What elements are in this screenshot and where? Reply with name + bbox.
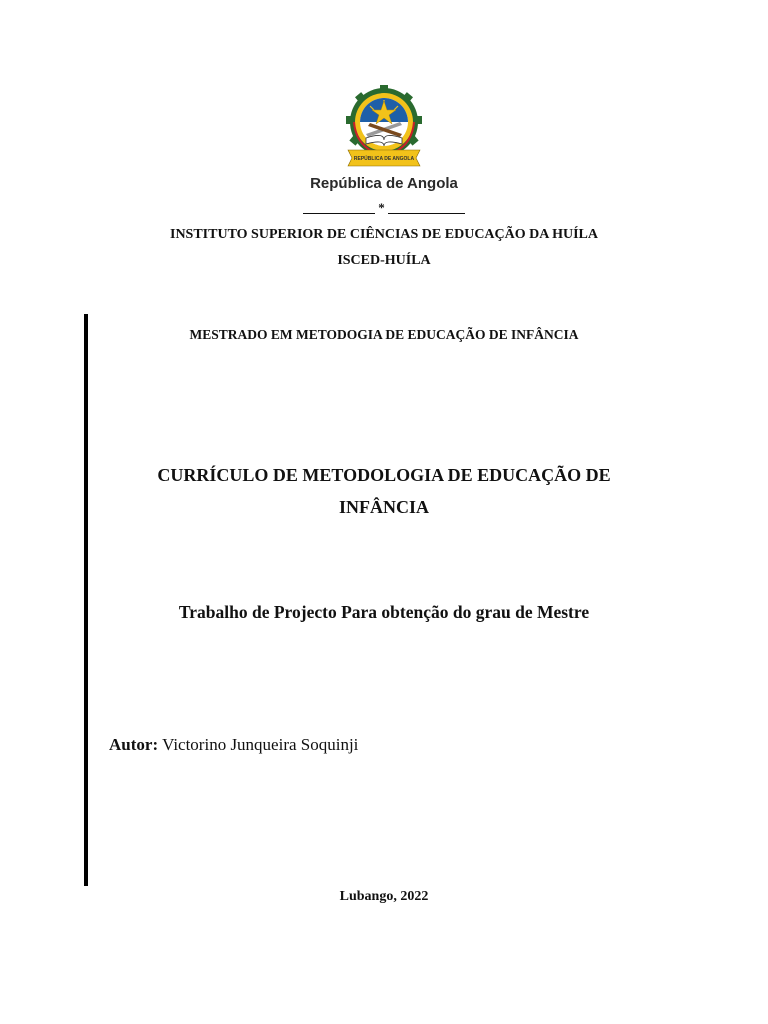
institute-name: INSTITUTO SUPERIOR DE CIÊNCIAS DE EDUCAÇÃO DA HUÍLA xyxy=(170,227,598,242)
program-name: MESTRADO EM METODOGIA DE EDUCAÇÃO DE INFÂNCIA xyxy=(189,327,579,342)
divider-line-left xyxy=(303,213,375,214)
angola-coat-of-arms-icon xyxy=(340,84,428,168)
title-line-1: CURRÍCULO DE METODOLOGIA DE EDUCAÇÃO DE xyxy=(157,465,611,485)
divider-line-right xyxy=(388,213,465,214)
institute-acronym: ISCED-HUÍLA xyxy=(337,253,431,268)
author-label: Autor: xyxy=(109,735,159,754)
left-margin-bar xyxy=(84,314,88,886)
header-divider xyxy=(0,200,768,216)
title-line-2: INFÂNCIA xyxy=(339,497,429,517)
republic-heading: República de Angola xyxy=(310,175,458,192)
emblem-motto: REPÚBLICA DE ANGOLA xyxy=(353,156,415,162)
place-and-date: Lubango, 2022 xyxy=(339,889,429,904)
author-line xyxy=(109,735,358,755)
document-title xyxy=(0,459,768,523)
divider-star: * xyxy=(378,200,385,215)
author-name: Victorino Junqueira Soquinji xyxy=(162,735,359,754)
document-subtitle: Trabalho de Projecto Para obtenção do grau de Mestre xyxy=(178,602,590,622)
coat-of-arms-emblem xyxy=(340,84,428,168)
